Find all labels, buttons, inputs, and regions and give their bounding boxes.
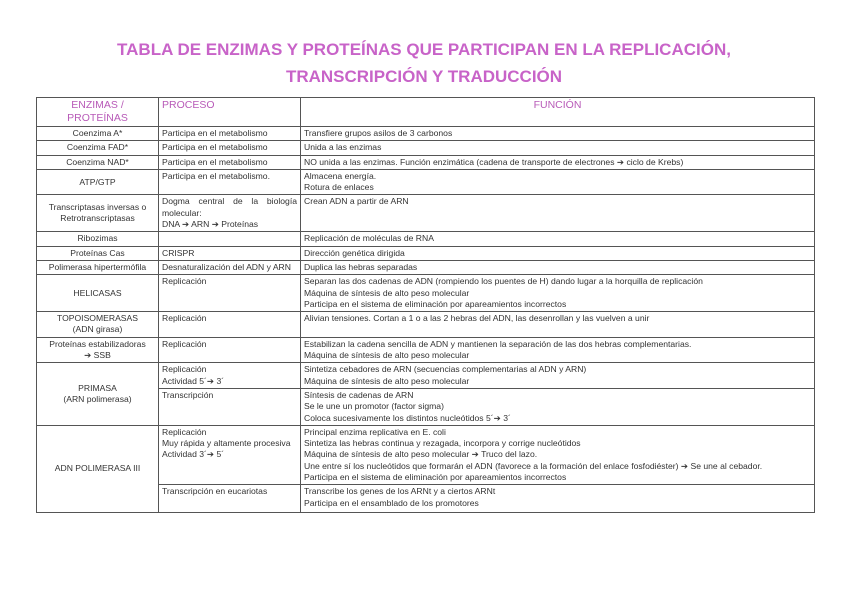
enzyme-funcion xyxy=(301,275,815,312)
enzyme-funcion: Unida a las enzimas xyxy=(301,141,815,155)
header-funcion: FUNCIÓN xyxy=(301,98,815,127)
funcion-line: Sintetiza las hebras continua y rezagada, incorpora y corrige nucleótidos xyxy=(304,438,581,449)
funcion-line: Máquina de síntesis de alto peso molecular xyxy=(304,350,470,361)
funcion-line: Une entre sí los nucleótidos que formarán el ADN (favorece a la formación del enlace fosfodiéster) ➔ Se une al cebador. xyxy=(304,460,763,471)
enzyme-proceso: Transcripción en eucariotas xyxy=(159,485,301,512)
title-line-1: TABLA DE ENZIMAS Y PROTEÍNAS QUE PARTICIPAN EN LA REPLICACIÓN, xyxy=(117,40,731,59)
enzyme-proceso: Desnaturalización del ADN y ARN xyxy=(159,260,301,274)
funcion-line: Transcribe los genes de los ARNt y a ciertos ARNt xyxy=(304,486,496,497)
enzyme-funcion: Transfiere grupos asilos de 3 carbonos xyxy=(301,127,815,141)
name-line: Transcriptasas inversas o xyxy=(48,202,147,213)
enzyme-proceso xyxy=(159,425,301,484)
funcion-line: Sintetiza cebadores de ARN (secuencias complementarias al ADN y ARN) xyxy=(304,364,587,375)
enzyme-proceso xyxy=(159,195,301,232)
enzyme-name: HELICASAS xyxy=(37,275,159,312)
funcion-line: Se le une un promotor (factor sigma) xyxy=(304,401,444,412)
table-row xyxy=(37,260,815,274)
table-row xyxy=(37,155,815,169)
proceso-line: Dogma central de la biología molecular: xyxy=(162,196,297,218)
enzyme-funcion: NO unida a las enzimas. Función enzimática (cadena de transporte de electrones ➔ ciclo de Krebs) xyxy=(301,155,815,169)
enzyme-name: Coenzima FAD* xyxy=(37,141,159,155)
funcion-line: Máquina de síntesis de alto peso molecular ➔ Truco del lazo. xyxy=(304,449,538,460)
enzyme-funcion xyxy=(301,337,815,363)
enzyme-proceso: Replicación xyxy=(159,312,301,338)
enzyme-proceso: Participa en el metabolismo xyxy=(159,155,301,169)
proceso-line: Replicación xyxy=(162,426,207,437)
enzyme-name: Polimerasa hipertermófila xyxy=(37,260,159,274)
funcion-line: Coloca sucesivamente los distintos nucleótidos 5´➔ 3´ xyxy=(304,412,511,423)
enzyme-name: Coenzima A* xyxy=(37,127,159,141)
enzyme-funcion: Dirección genética dirigida xyxy=(301,246,815,260)
proceso-line: DNA ➔ ARN ➔ Proteínas xyxy=(162,219,259,230)
funcion-line: Separan las dos cadenas de ADN (rompiendo los puentes de H) dando lugar a la horquilla de replicación xyxy=(304,276,703,287)
funcion-line: Rotura de enlaces xyxy=(304,182,374,193)
funcion-line: Participa en el ensamblado de los promotores xyxy=(304,497,479,508)
enzyme-proceso: Participa en el metabolismo. xyxy=(159,169,301,195)
title-line-2: TRANSCRIPCIÓN Y TRADUCCIÓN xyxy=(285,67,563,86)
table-row xyxy=(37,169,815,195)
enzyme-name: Ribozimas xyxy=(37,232,159,246)
enzyme-proceso: CRISPR xyxy=(159,246,301,260)
enzyme-name: ATP/GTP xyxy=(37,169,159,195)
enzyme-funcion xyxy=(301,388,815,425)
enzyme-funcion xyxy=(301,363,815,389)
enzyme-proceso: Participa en el metabolismo xyxy=(159,127,301,141)
table-row xyxy=(37,246,815,260)
funcion-line: Principal enzima replicativa en E. coli xyxy=(304,426,446,437)
enzyme-name xyxy=(37,363,159,425)
enzyme-name: Proteínas Cas xyxy=(37,246,159,260)
enzyme-proceso: Replicación xyxy=(159,337,301,363)
table-row xyxy=(37,425,815,484)
funcion-line: Participa en el sistema de eliminación por apareamientos incorrectos xyxy=(304,472,567,483)
page-title xyxy=(0,36,848,90)
table-row xyxy=(37,232,815,246)
enzyme-funcion xyxy=(301,425,815,484)
enzyme-proceso: Participa en el metabolismo xyxy=(159,141,301,155)
proceso-line: Actividad 5´➔ 3´ xyxy=(162,375,225,386)
header-proceso: PROCESO xyxy=(159,98,301,127)
enzyme-funcion: Crean ADN a partir de ARN xyxy=(301,195,815,232)
table-row xyxy=(37,127,815,141)
table-header-row xyxy=(37,98,815,127)
enzyme-proceso xyxy=(159,232,301,246)
funcion-line: Síntesis de cadenas de ARN xyxy=(304,389,414,400)
table-row xyxy=(37,275,815,312)
proceso-line: Muy rápida y altamente procesiva xyxy=(162,438,291,449)
funcion-line: Máquina de síntesis de alto peso molecular xyxy=(304,375,470,386)
enzyme-proceso xyxy=(159,363,301,389)
enzyme-name xyxy=(37,195,159,232)
enzyme-funcion: Duplica las hebras separadas xyxy=(301,260,815,274)
enzymes-table xyxy=(36,97,815,513)
enzyme-name xyxy=(37,312,159,338)
table-row xyxy=(37,141,815,155)
name-line: Proteínas estabilizadoras xyxy=(49,338,146,349)
enzyme-proceso: Transcripción xyxy=(159,388,301,425)
enzyme-funcion: Replicación de moléculas de RNA xyxy=(301,232,815,246)
name-line: ➔ SSB xyxy=(84,350,111,361)
table-row xyxy=(37,363,815,389)
table-row xyxy=(37,337,815,363)
funcion-line: Participa en el sistema de eliminación por apareamientos incorrectos xyxy=(304,298,567,309)
enzyme-funcion xyxy=(301,485,815,512)
table-row xyxy=(37,312,815,338)
funcion-line: Almacena energía. xyxy=(304,170,377,181)
name-line: PRIMASA xyxy=(78,382,117,393)
enzyme-funcion: Alivian tensiones. Cortan a 1 o a las 2 hebras del ADN, las desenrollan y las vuelven a unir xyxy=(301,312,815,338)
name-line: TOPOISOMERASAS xyxy=(56,313,139,324)
header-enzimas: ENZIMAS / PROTEÍNAS xyxy=(37,98,159,127)
proceso-line: Actividad 3´➔ 5´ xyxy=(162,449,225,460)
name-line: (ADN girasa) xyxy=(72,324,123,335)
enzyme-name: ADN POLIMERASA III xyxy=(37,425,159,512)
name-line: Retrotranscriptasas xyxy=(60,213,135,224)
name-line: (ARN polimerasa) xyxy=(63,394,132,405)
funcion-line: Máquina de síntesis de alto peso molecular xyxy=(304,287,470,298)
proceso-line: Replicación xyxy=(162,364,207,375)
table-row xyxy=(37,195,815,232)
enzyme-name xyxy=(37,337,159,363)
enzyme-proceso: Replicación xyxy=(159,275,301,312)
funcion-line: Estabilizan la cadena sencilla de ADN y mantienen la separación de las dos hebras complementarias. xyxy=(304,338,692,349)
enzyme-name: Coenzima NAD* xyxy=(37,155,159,169)
enzyme-funcion xyxy=(301,169,815,195)
